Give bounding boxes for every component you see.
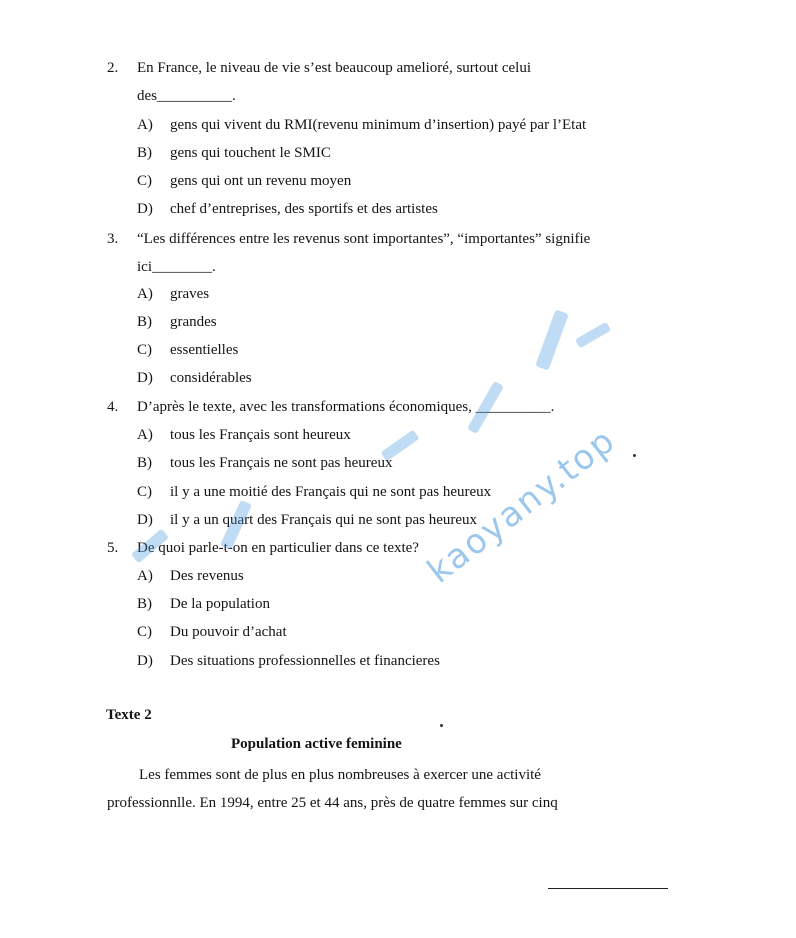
option-letter: B) (137, 455, 152, 471)
option-letter: D) (137, 370, 153, 386)
option (137, 199, 438, 219)
question-number: 4. (107, 399, 119, 415)
option (137, 482, 491, 502)
option (137, 651, 440, 671)
section-label: Texte 2 (106, 707, 152, 723)
question-text: En France, le niveau de vie s’est beaucoup amelioré, surtout celui (137, 60, 532, 76)
question-text-continued: ici________. (137, 259, 216, 275)
option (137, 143, 331, 163)
option-text: chef d’entreprises, des sportifs et des artistes (170, 201, 438, 217)
option-letter: A) (137, 427, 153, 443)
option (137, 425, 351, 445)
paragraph-line: professionnlle. En 1994, entre 25 et 44 ans, près de quatre femmes sur cinq (107, 795, 558, 811)
option (137, 312, 217, 332)
option-text: essentielles (170, 342, 239, 358)
article-title: Population active feminine (231, 736, 402, 752)
option-text: Du pouvoir d’achat (170, 624, 287, 640)
option (137, 622, 287, 642)
scan-speck (633, 454, 636, 457)
option-letter: D) (137, 653, 153, 669)
footer-rule (548, 888, 668, 889)
option (137, 115, 586, 135)
option-letter: A) (137, 286, 153, 302)
option-letter: C) (137, 342, 152, 358)
watermark: kaoyany.top (420, 420, 624, 592)
question-number: 3. (107, 231, 119, 247)
option-text: tous les Français ne sont pas heureux (170, 455, 393, 471)
option-letter: B) (137, 145, 152, 161)
option-text: gens qui touchent le SMIC (170, 145, 331, 161)
option-text: il y a un quart des Français qui ne sont pas heureux (170, 512, 478, 528)
option-text: Des situations professionnelles et financieres (170, 653, 440, 669)
option-text: grandes (170, 314, 217, 330)
option (137, 453, 392, 473)
option-text: gens qui ont un revenu moyen (170, 173, 352, 189)
question-text: De quoi parle-t-on en particulier dans ce texte? (137, 540, 419, 556)
paragraph-line: Les femmes sont de plus en plus nombreuses à exercer une activité (139, 767, 541, 783)
option-text: il y a une moitié des Français qui ne sont pas heureux (170, 484, 492, 500)
option-text: Des revenus (170, 568, 244, 584)
option-letter: B) (137, 314, 152, 330)
option-letter: A) (137, 117, 153, 133)
option-letter: D) (137, 201, 153, 217)
option (137, 510, 477, 530)
question-text: “Les différences entre les revenus sont importantes”, “importantes” signifie (137, 231, 591, 247)
option (137, 368, 252, 388)
option (137, 284, 209, 304)
option-letter: C) (137, 484, 152, 500)
option-letter: B) (137, 596, 152, 612)
watermark-stroke (380, 430, 419, 462)
option-text: considérables (170, 370, 252, 386)
watermark-stroke (535, 309, 569, 370)
option-letter: A) (137, 568, 153, 584)
option-text: gens qui vivent du RMI(revenu minimum d’insertion) payé par l’Etat (170, 117, 587, 133)
question-number: 2. (107, 60, 119, 76)
option-letter: C) (137, 173, 152, 189)
option-text: De la population (170, 596, 270, 612)
option-letter: C) (137, 624, 152, 640)
question-text-continued: des__________. (137, 88, 236, 104)
option-text: graves (170, 286, 210, 302)
question-number: 5. (107, 540, 119, 556)
scan-speck (440, 724, 443, 727)
option (137, 594, 270, 614)
option-letter: D) (137, 512, 153, 528)
option-text: tous les Français sont heureux (170, 427, 351, 443)
question-text: D’après le texte, avec les transformations économiques, __________. (137, 399, 555, 415)
option (137, 566, 244, 586)
option (137, 340, 238, 360)
option (137, 171, 351, 191)
watermark-stroke (575, 322, 611, 349)
